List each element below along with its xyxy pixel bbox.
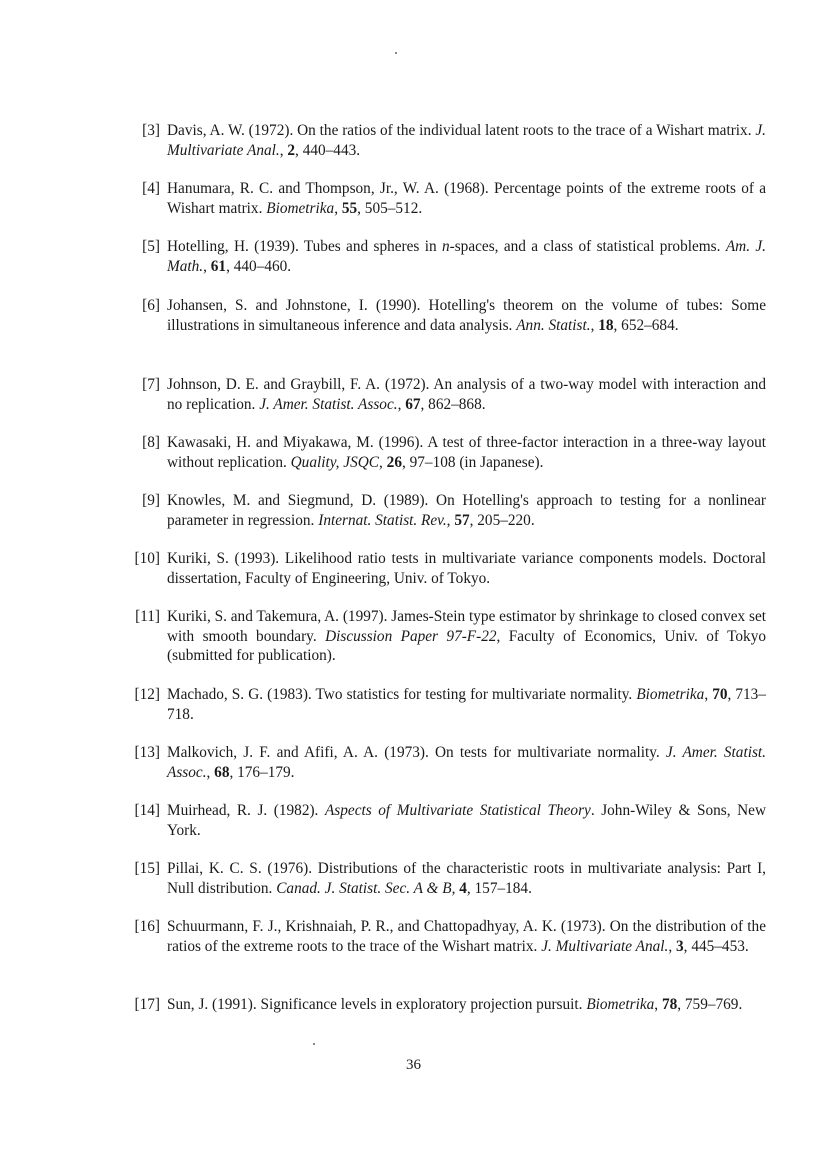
reference-segment: 4 bbox=[459, 879, 467, 897]
reference-number: [11] bbox=[135, 608, 160, 625]
reference-text bbox=[167, 743, 766, 782]
reference-text bbox=[167, 607, 766, 666]
reference-number: [17] bbox=[134, 996, 160, 1013]
reference-segment: 3 bbox=[676, 937, 684, 955]
reference-number: [4] bbox=[142, 180, 160, 197]
reference-segment: Biometrika bbox=[636, 686, 705, 703]
reference-entry bbox=[133, 433, 766, 472]
reference-segment: Malkovich, J. F. and Afifi, A. A. (1973). On tests for multivariate normality. bbox=[167, 744, 666, 761]
reference-segment: . John-Wiley & Sons, New York. bbox=[167, 802, 766, 839]
reference-segment: Quality, JSQC bbox=[290, 453, 380, 471]
reference-entry bbox=[133, 237, 766, 276]
reference-segment: , bbox=[446, 511, 455, 529]
reference-entry bbox=[133, 607, 766, 666]
bottom-mark bbox=[313, 1043, 315, 1045]
reference-segment: Hotelling, H. (1939). Tubes and spheres in bbox=[167, 238, 442, 255]
reference-segment: 55 bbox=[341, 199, 358, 217]
reference-entry bbox=[133, 685, 766, 724]
reference-segment: 68 bbox=[214, 763, 230, 781]
reference-entry bbox=[133, 121, 766, 160]
reference-segment: , 862–868. bbox=[420, 395, 486, 413]
reference-segment: 78 bbox=[661, 996, 678, 1013]
reference-number: [3] bbox=[142, 122, 160, 139]
reference-segment: Machado, S. G. (1983). Two statistics for testing for multivariate normality. bbox=[167, 686, 637, 703]
reference-segment: , bbox=[704, 686, 713, 703]
reference-segment: , 759–769. bbox=[677, 996, 743, 1013]
reference-number: [7] bbox=[142, 376, 160, 393]
reference-segment: 67 bbox=[405, 395, 421, 413]
reference-segment: , 505–512. bbox=[357, 199, 423, 217]
reference-segment: 70 bbox=[712, 686, 728, 703]
reference-segment: Kuriki, S. and Takemura, A. (1997). James-Stein type estimator by shrinkage to closed convex set with smooth boundary. bbox=[167, 608, 766, 645]
reference-segment: , 713–718. bbox=[167, 686, 766, 723]
reference-segment: , 440–460. bbox=[226, 257, 292, 275]
reference-text bbox=[167, 801, 766, 840]
reference-segment: Davis, A. W. (1972). On the ratios of the individual latent roots to the trace of a Wishart matrix. bbox=[167, 122, 756, 139]
reference-segment: J. Multivariate Anal. bbox=[167, 122, 766, 159]
reference-text bbox=[167, 491, 766, 530]
reference-entry bbox=[133, 917, 766, 956]
reference-text bbox=[167, 549, 766, 588]
reference-segment: , 205–220. bbox=[469, 511, 535, 529]
reference-text bbox=[167, 995, 766, 1015]
reference-segment: -spaces, and a class of statistical problems. bbox=[449, 238, 726, 255]
reference-segment: 57 bbox=[454, 511, 470, 529]
reference-text bbox=[167, 917, 766, 956]
reference-number: [6] bbox=[142, 297, 160, 314]
reference-segment: Biometrika bbox=[266, 199, 335, 217]
reference-segment: Discussion Paper 97-F-22 bbox=[325, 627, 497, 645]
reference-number: [12] bbox=[134, 686, 160, 703]
reference-entry bbox=[133, 375, 766, 414]
reference-segment: n bbox=[441, 238, 450, 255]
reference-number: [10] bbox=[134, 550, 160, 567]
reference-segment: Johansen, S. and Johnstone, I. (1990). Hotelling's theorem on the volume of tubes: Some illustrations in simultaneous inference and data analysis. bbox=[167, 297, 766, 334]
reference-number: [15] bbox=[134, 860, 160, 877]
reference-segment: Ann. Statist. bbox=[516, 316, 591, 334]
reference-segment: , 445–453. bbox=[683, 937, 749, 955]
reference-entry bbox=[133, 491, 766, 530]
reference-entry bbox=[133, 296, 766, 335]
reference-number: [13] bbox=[134, 744, 160, 761]
reference-segment: J. Amer. Statist. Assoc. bbox=[167, 744, 766, 781]
reference-segment: Internat. Statist. Rev. bbox=[318, 511, 447, 529]
reference-segment: , 176–179. bbox=[229, 763, 295, 781]
reference-entry bbox=[133, 801, 766, 840]
reference-segment: 61 bbox=[210, 257, 227, 275]
reference-segment: 26 bbox=[386, 453, 402, 471]
reference-segment: Johnson, D. E. and Graybill, F. A. (1972). An analysis of a two-way model with interaction and no replication. bbox=[167, 376, 766, 413]
reference-entry bbox=[133, 859, 766, 898]
reference-text bbox=[167, 859, 766, 898]
page-number: 36 bbox=[406, 1057, 421, 1073]
reference-segment: Am. J. Math. bbox=[167, 238, 766, 275]
reference-segment: Canad. J. Statist. Sec. A & B bbox=[276, 879, 452, 897]
reference-text bbox=[167, 237, 766, 276]
reference-segment: , 440–443. bbox=[295, 141, 361, 159]
reference-number: [5] bbox=[142, 238, 160, 255]
reference-segment: Knowles, M. and Siegmund, D. (1989). On Hotelling's approach to testing for a nonlinear parameter in regression. bbox=[167, 492, 766, 529]
reference-segment: , bbox=[590, 316, 599, 334]
reference-segment: Aspects of Multivariate Statistical Theory bbox=[324, 802, 591, 819]
reference-segment: Hanumara, R. C. and Thompson, Jr., W. A. (1968). Percentage points of the extreme roots of a Wishart matrix. bbox=[167, 180, 766, 217]
reference-segment: , bbox=[279, 141, 288, 159]
reference-entry bbox=[133, 549, 766, 588]
reference-text bbox=[167, 375, 766, 414]
reference-text bbox=[167, 121, 766, 160]
reference-segment: J. Multivariate Anal. bbox=[541, 937, 669, 955]
reference-segment: , 157–184. bbox=[466, 879, 532, 897]
reference-segment: Muirhead, R. J. (1982). bbox=[167, 802, 325, 819]
reference-segment: , bbox=[334, 199, 342, 217]
reference-text bbox=[167, 179, 766, 218]
reference-entry bbox=[133, 743, 766, 782]
reference-segment: Biometrika bbox=[586, 996, 655, 1013]
reference-segment: 18 bbox=[598, 316, 614, 334]
reference-text bbox=[167, 296, 766, 335]
reference-segment: 2 bbox=[287, 141, 296, 159]
reference-entry bbox=[133, 179, 766, 218]
reference-text bbox=[167, 685, 766, 724]
reference-segment: Sun, J. (1991). Significance levels in exploratory projection pursuit. bbox=[167, 996, 587, 1013]
reference-entry bbox=[133, 995, 766, 1015]
reference-segment: J. Amer. Statist. Assoc. bbox=[259, 395, 398, 413]
reference-segment: , 652–684. bbox=[613, 316, 679, 334]
reference-segment: , bbox=[206, 763, 215, 781]
reference-segment: , bbox=[668, 937, 677, 955]
reference-segment: , 97–108 (in Japanese). bbox=[401, 453, 544, 471]
reference-number: [16] bbox=[134, 918, 160, 935]
reference-segment: , bbox=[379, 453, 387, 471]
reference-number: [8] bbox=[142, 434, 160, 451]
reference-text bbox=[167, 433, 766, 472]
reference-segment: , bbox=[397, 395, 406, 413]
reference-segment: Schuurmann, F. J., Krishnaiah, P. R., and Chattopadhyay, A. K. (1973). On the distribution of the ratios of the extreme roots to the trace of the Wishart matrix. bbox=[167, 918, 766, 955]
reference-segment: Kawasaki, H. and Miyakawa, M. (1996). A test of three-factor interaction in a three-way layout without replication. bbox=[167, 434, 766, 471]
reference-number: [9] bbox=[142, 492, 160, 509]
reference-segment: , bbox=[654, 996, 662, 1013]
reference-segment: , bbox=[451, 879, 460, 897]
reference-segment: , Faculty of Economics, Univ. of Tokyo (submitted for publication). bbox=[167, 627, 766, 664]
top-mark bbox=[395, 52, 397, 54]
reference-number: [14] bbox=[134, 802, 160, 819]
reference-segment: Kuriki, S. (1993). Likelihood ratio tests in multivariate variance components models. Doctoral dissertation, Faculty of Engineering, Univ. of Tokyo. bbox=[167, 550, 766, 587]
reference-segment: Pillai, K. C. S. (1976). Distributions of the characteristic roots in multivariate analysis: Part I, Null distribution. bbox=[167, 860, 766, 897]
reference-segment: , bbox=[203, 257, 211, 275]
